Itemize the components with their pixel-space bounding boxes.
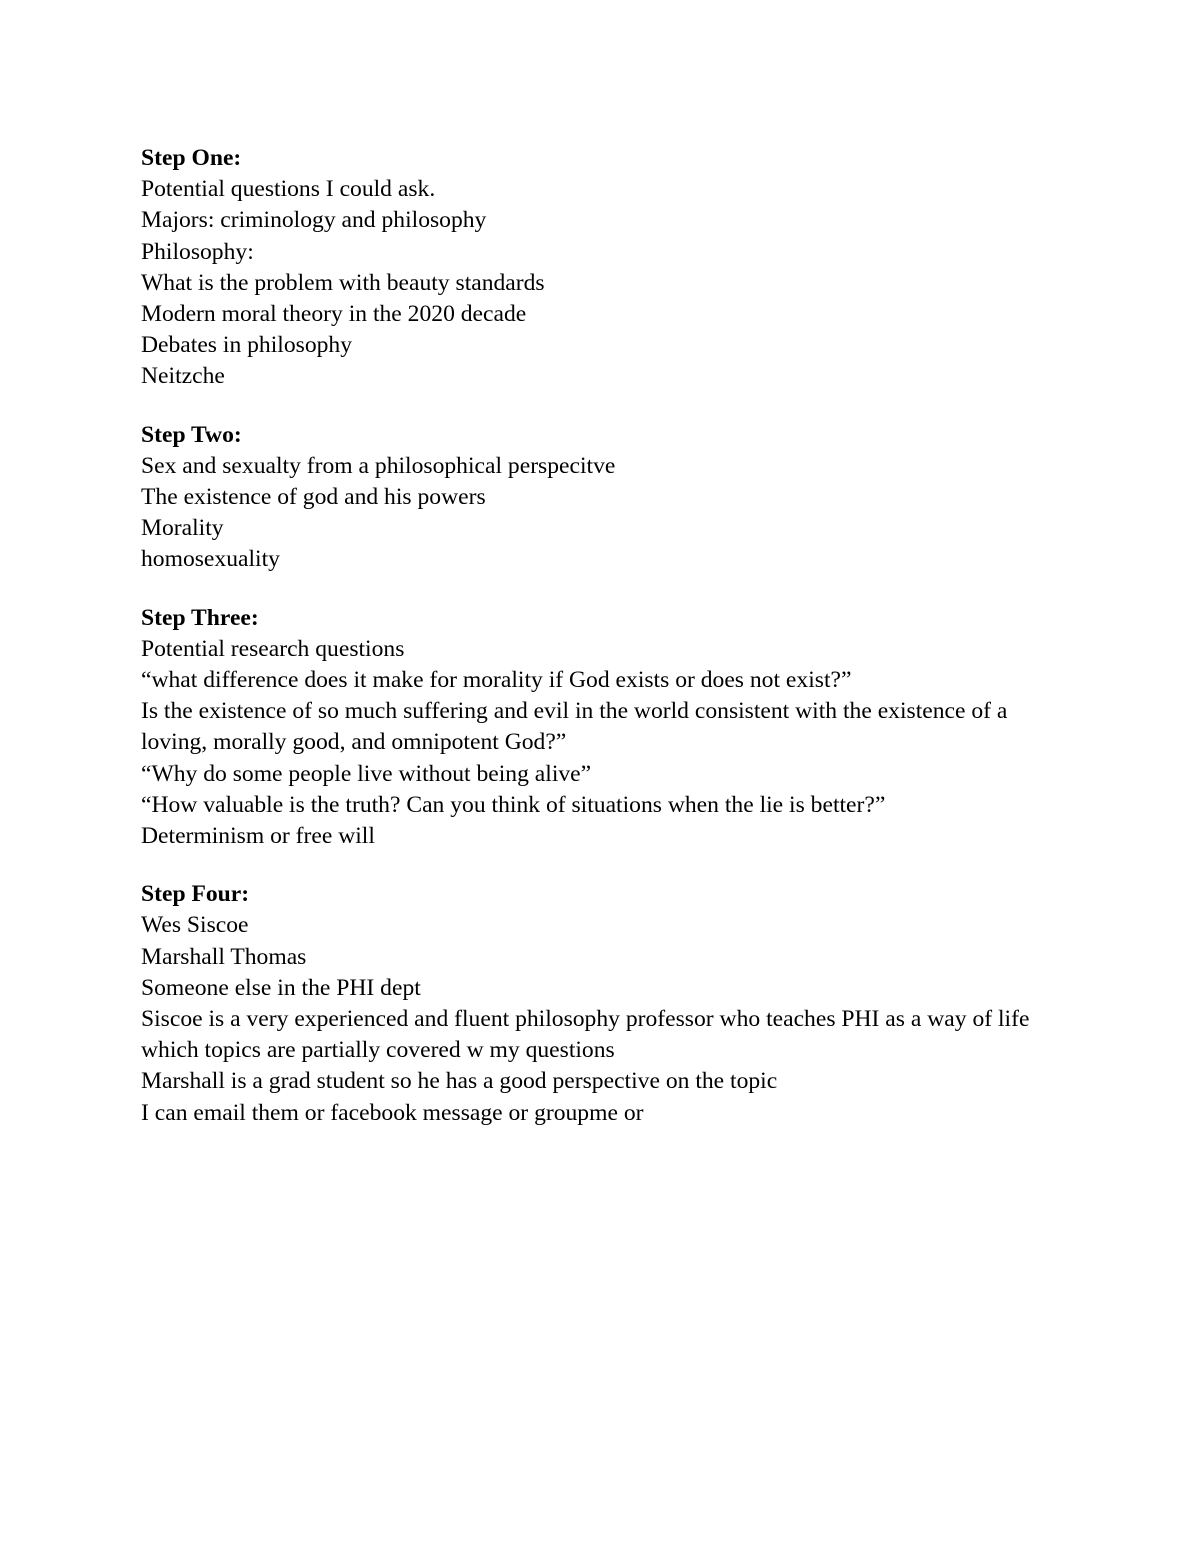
text-line: Wes Siscoe [141, 912, 249, 939]
text-line: The existence of god and his powers [141, 484, 486, 511]
section-heading: Step Four: [141, 881, 250, 908]
section-step-three [141, 603, 1071, 853]
text-line: Sex and sexualty from a philosophical perspecitve [141, 452, 616, 479]
text-paragraph: Is the existence of so much suffering and evil in the world consistent with the existence of a loving, morally good, and omnipotent God?” [141, 698, 1008, 756]
section-heading: Step Three: [141, 604, 259, 631]
text-line: Marshall is a grad student so he has a good perspective on the topic [141, 1068, 778, 1095]
text-line: I can email them or facebook message or groupme or [141, 1099, 644, 1126]
text-line: Modern moral theory in the 2020 decade [141, 301, 527, 328]
text-line: Morality [141, 515, 224, 542]
section-step-four [141, 879, 1071, 1129]
section-step-one [141, 143, 1071, 393]
text-line: “Why do some people live without being alive” [141, 760, 592, 787]
text-line: Majors: criminology and philosophy [141, 207, 487, 234]
text-line: Debates in philosophy [141, 332, 353, 359]
text-line: Philosophy: [141, 238, 254, 265]
text-line: homosexuality [141, 546, 280, 573]
section-heading: Step Two: [141, 421, 242, 448]
document-body [141, 143, 1071, 1156]
text-line: Marshall Thomas [141, 943, 307, 970]
text-line: Potential questions I could ask. [141, 176, 436, 203]
section-heading: Step One: [141, 145, 242, 171]
text-line: Someone else in the PHI dept [141, 974, 421, 1001]
text-line: “How valuable is the truth? Can you think of situations when the lie is better?” [141, 791, 886, 818]
text-line: What is the problem with beauty standards [141, 269, 545, 296]
text-line: “what difference does it make for morality if God exists or does not exist?” [141, 667, 852, 694]
section-step-two [141, 420, 1071, 576]
text-line: Potential research questions [141, 635, 405, 662]
text-paragraph: Siscoe is a very experienced and fluent philosophy professor who teaches PHI as a way of life which topics are partially covered w my questions [141, 1006, 1030, 1064]
text-line: Neitzche [141, 363, 225, 390]
text-line: Determinism or free will [141, 823, 375, 850]
